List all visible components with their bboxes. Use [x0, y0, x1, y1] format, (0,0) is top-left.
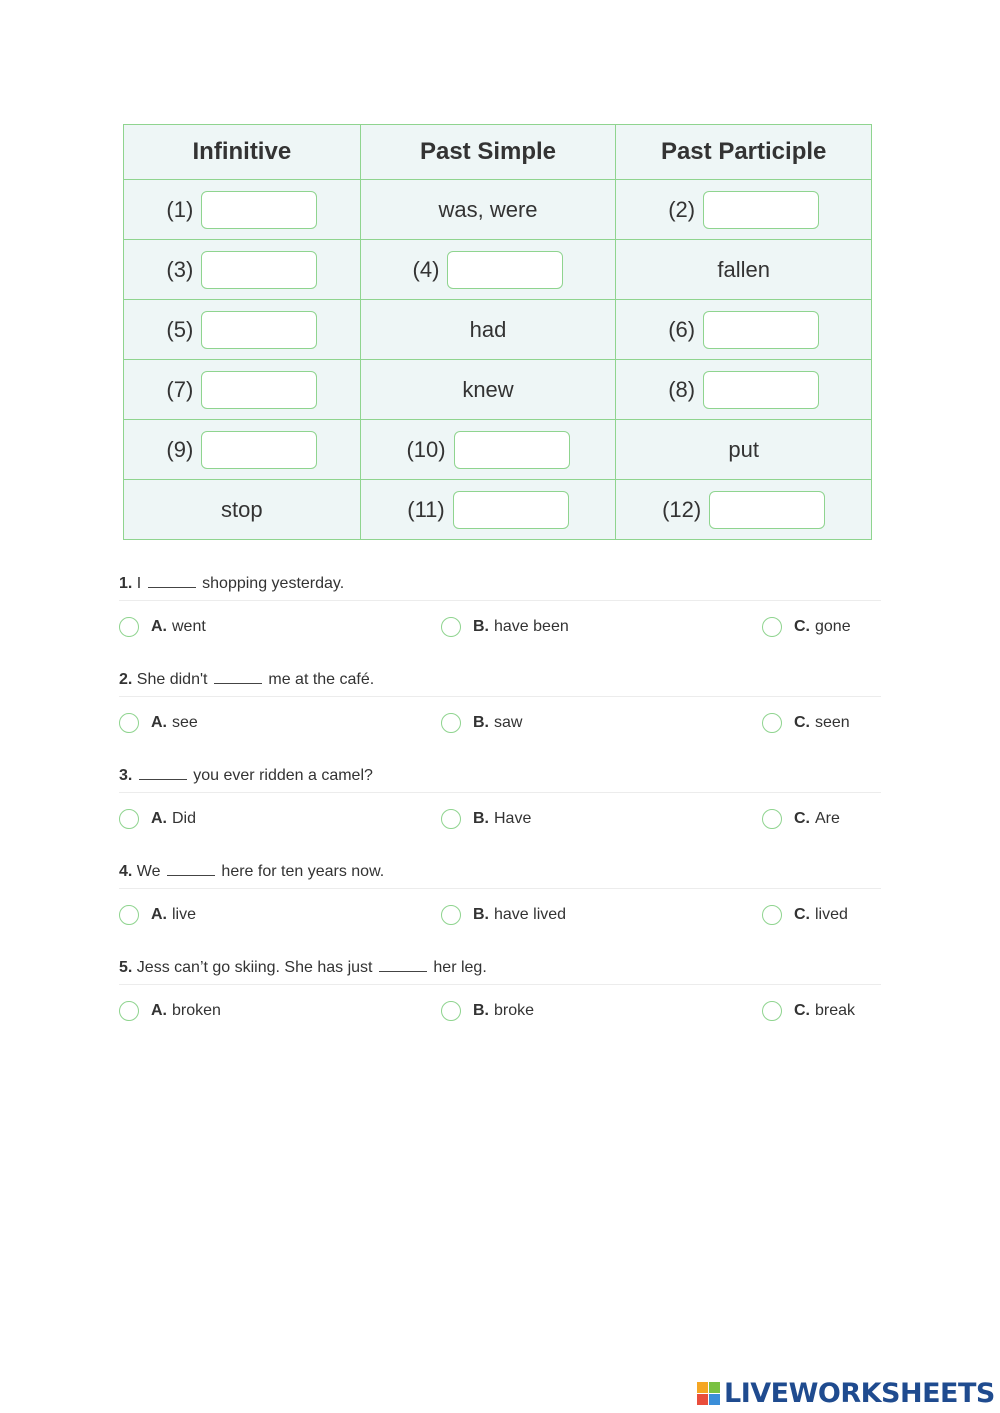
question-text-after: here for ten years now.	[221, 863, 385, 880]
verb-table-row	[124, 240, 872, 300]
verb-table-cell	[616, 180, 872, 240]
verb-table-cell	[360, 240, 616, 300]
verb-table-row	[124, 360, 872, 420]
question-block	[119, 954, 881, 1050]
answer-input[interactable]	[703, 191, 819, 229]
answer-options	[119, 601, 881, 641]
question-block	[119, 570, 881, 666]
option-text: seen	[815, 714, 850, 731]
radio-button[interactable]	[119, 905, 139, 925]
radio-button[interactable]	[762, 713, 782, 733]
option-text: Are	[815, 810, 840, 827]
verb-table-cell	[360, 360, 616, 420]
question-text	[119, 762, 881, 793]
verb-form: put	[728, 436, 759, 462]
blank-number: (7)	[166, 376, 194, 402]
option-letter: B.	[473, 618, 489, 635]
option-text: Have	[494, 810, 532, 827]
answer-option[interactable]	[441, 713, 522, 733]
radio-button[interactable]	[762, 617, 782, 637]
option-letter: C.	[794, 810, 810, 827]
liveworksheets-logo	[697, 1378, 995, 1409]
answer-input[interactable]	[201, 251, 317, 289]
radio-button[interactable]	[762, 905, 782, 925]
answer-options	[119, 697, 881, 737]
question-text-before: We	[136, 863, 161, 880]
answer-input[interactable]	[454, 431, 570, 469]
answer-option[interactable]	[119, 809, 196, 829]
radio-button[interactable]	[119, 617, 139, 637]
answer-option[interactable]	[119, 713, 198, 733]
option-letter: B.	[473, 714, 489, 731]
verb-form: fallen	[717, 256, 770, 282]
verb-table-cell	[124, 420, 361, 480]
verb-table-row	[124, 300, 872, 360]
logo-square	[697, 1394, 708, 1405]
answer-option[interactable]	[762, 905, 848, 925]
question-number: 2.	[119, 671, 133, 688]
verb-table-cell	[616, 420, 872, 480]
option-letter: B.	[473, 1002, 489, 1019]
option-text: gone	[815, 618, 851, 635]
answer-option[interactable]	[441, 905, 566, 925]
option-letter: A.	[151, 1002, 167, 1019]
option-letter: A.	[151, 618, 167, 635]
option-letter: C.	[794, 906, 810, 923]
answer-input[interactable]	[453, 491, 569, 529]
option-text: broken	[172, 1002, 221, 1019]
radio-button[interactable]	[441, 713, 461, 733]
option-letter: C.	[794, 714, 810, 731]
verb-table-cell	[124, 480, 361, 540]
logo-square	[709, 1382, 720, 1393]
verb-table-row	[124, 180, 872, 240]
question-text	[119, 666, 881, 697]
verb-table-cell	[124, 360, 361, 420]
radio-button[interactable]	[119, 1001, 139, 1021]
option-text: have lived	[494, 906, 567, 923]
question-number: 4.	[119, 863, 133, 880]
question-text-before: Jess can’t go skiing. She has just	[136, 959, 373, 976]
blank-number: (9)	[166, 436, 194, 462]
answer-options	[119, 793, 881, 833]
answer-option[interactable]	[119, 617, 206, 637]
answer-input[interactable]	[201, 191, 317, 229]
answer-options	[119, 889, 881, 929]
answer-option[interactable]	[762, 1001, 855, 1021]
option-text: break	[815, 1002, 856, 1019]
question-text-after: me at the café.	[268, 671, 375, 688]
radio-button[interactable]	[762, 1001, 782, 1021]
question-number: 5.	[119, 959, 133, 976]
verb-form: knew	[462, 376, 514, 402]
option-letter: B.	[473, 810, 489, 827]
answer-option[interactable]	[762, 713, 850, 733]
blank-number: (3)	[166, 256, 194, 282]
header-infinitive: Infinitive	[124, 125, 361, 180]
radio-button[interactable]	[441, 809, 461, 829]
header-past-simple: Past Simple	[360, 125, 616, 180]
verb-form: had	[469, 316, 507, 342]
logo-square	[709, 1394, 720, 1405]
radio-button[interactable]	[119, 713, 139, 733]
answer-option[interactable]	[119, 905, 196, 925]
option-letter: B.	[473, 906, 489, 923]
radio-button[interactable]	[441, 617, 461, 637]
verb-table-cell	[360, 300, 616, 360]
question-text-after: shopping yesterday.	[202, 575, 345, 592]
verb-table-header	[124, 125, 872, 180]
blank-line	[148, 573, 196, 588]
answer-input[interactable]	[709, 491, 825, 529]
verb-form: stop	[221, 496, 263, 522]
verb-table-cell	[360, 180, 616, 240]
answer-option[interactable]	[119, 1001, 221, 1021]
answer-input[interactable]	[201, 431, 317, 469]
option-letter: A.	[151, 906, 167, 923]
verb-table-row	[124, 480, 872, 540]
option-text: saw	[494, 714, 523, 731]
blank-number: (12)	[662, 496, 702, 522]
blank-line	[214, 669, 262, 684]
question-text-after: you ever ridden a camel?	[193, 767, 373, 784]
option-text: see	[172, 714, 198, 731]
option-letter: A.	[151, 810, 167, 827]
blank-number: (4)	[412, 256, 440, 282]
question-text-before: I	[136, 575, 142, 592]
answer-input[interactable]	[201, 311, 317, 349]
verb-table	[123, 124, 872, 540]
verb-table-cell	[360, 480, 616, 540]
answer-input[interactable]	[201, 371, 317, 409]
answer-options	[119, 985, 881, 1025]
radio-button[interactable]	[762, 809, 782, 829]
option-letter: C.	[794, 1002, 810, 1019]
question-block	[119, 666, 881, 762]
blank-number: (2)	[668, 196, 696, 222]
question-text	[119, 858, 881, 889]
verb-table-cell	[616, 240, 872, 300]
question-number: 1.	[119, 575, 133, 592]
answer-option[interactable]	[441, 617, 569, 637]
answer-input[interactable]	[447, 251, 563, 289]
verb-table-cell	[124, 240, 361, 300]
verb-table-cell	[360, 420, 616, 480]
option-text: broke	[494, 1002, 535, 1019]
question-text	[119, 954, 881, 985]
blank-number: (11)	[407, 496, 445, 522]
answer-input[interactable]	[703, 311, 819, 349]
verb-table-cell	[124, 180, 361, 240]
radio-button[interactable]	[119, 809, 139, 829]
option-text: live	[172, 906, 197, 923]
question-block	[119, 858, 881, 954]
option-text: lived	[815, 906, 848, 923]
verb-form: was, were	[438, 196, 538, 222]
logo-text: LIVEWORKSHEETS	[724, 1378, 995, 1409]
blank-number: (8)	[668, 376, 696, 402]
verb-table-row	[124, 420, 872, 480]
question-list	[119, 570, 881, 1050]
answer-input[interactable]	[703, 371, 819, 409]
option-letter: C.	[794, 618, 810, 635]
option-text: went	[172, 618, 206, 635]
verb-table-cell	[616, 480, 872, 540]
question-number: 3.	[119, 767, 133, 784]
option-letter: A.	[151, 714, 167, 731]
question-text	[119, 570, 881, 601]
blank-number: (10)	[406, 436, 446, 462]
blank-number: (1)	[166, 196, 194, 222]
verb-table-cell	[124, 300, 361, 360]
blank-line	[167, 861, 215, 876]
question-block	[119, 762, 881, 858]
question-text-before: She didn't	[136, 671, 208, 688]
answer-option[interactable]	[441, 809, 531, 829]
answer-option[interactable]	[441, 1001, 534, 1021]
option-text: have been	[494, 618, 569, 635]
answer-option[interactable]	[762, 617, 851, 637]
logo-square	[697, 1382, 708, 1393]
verb-table-cell	[616, 360, 872, 420]
option-text: Did	[172, 810, 197, 827]
blank-number: (5)	[166, 316, 194, 342]
blank-line	[139, 765, 187, 780]
question-text-after: her leg.	[433, 959, 487, 976]
radio-button[interactable]	[441, 905, 461, 925]
verb-table-cell	[616, 300, 872, 360]
radio-button[interactable]	[441, 1001, 461, 1021]
answer-option[interactable]	[762, 809, 840, 829]
logo-mark-icon	[697, 1382, 720, 1405]
header-past-participle: Past Participle	[616, 125, 872, 180]
blank-number: (6)	[668, 316, 696, 342]
blank-line	[379, 957, 427, 972]
